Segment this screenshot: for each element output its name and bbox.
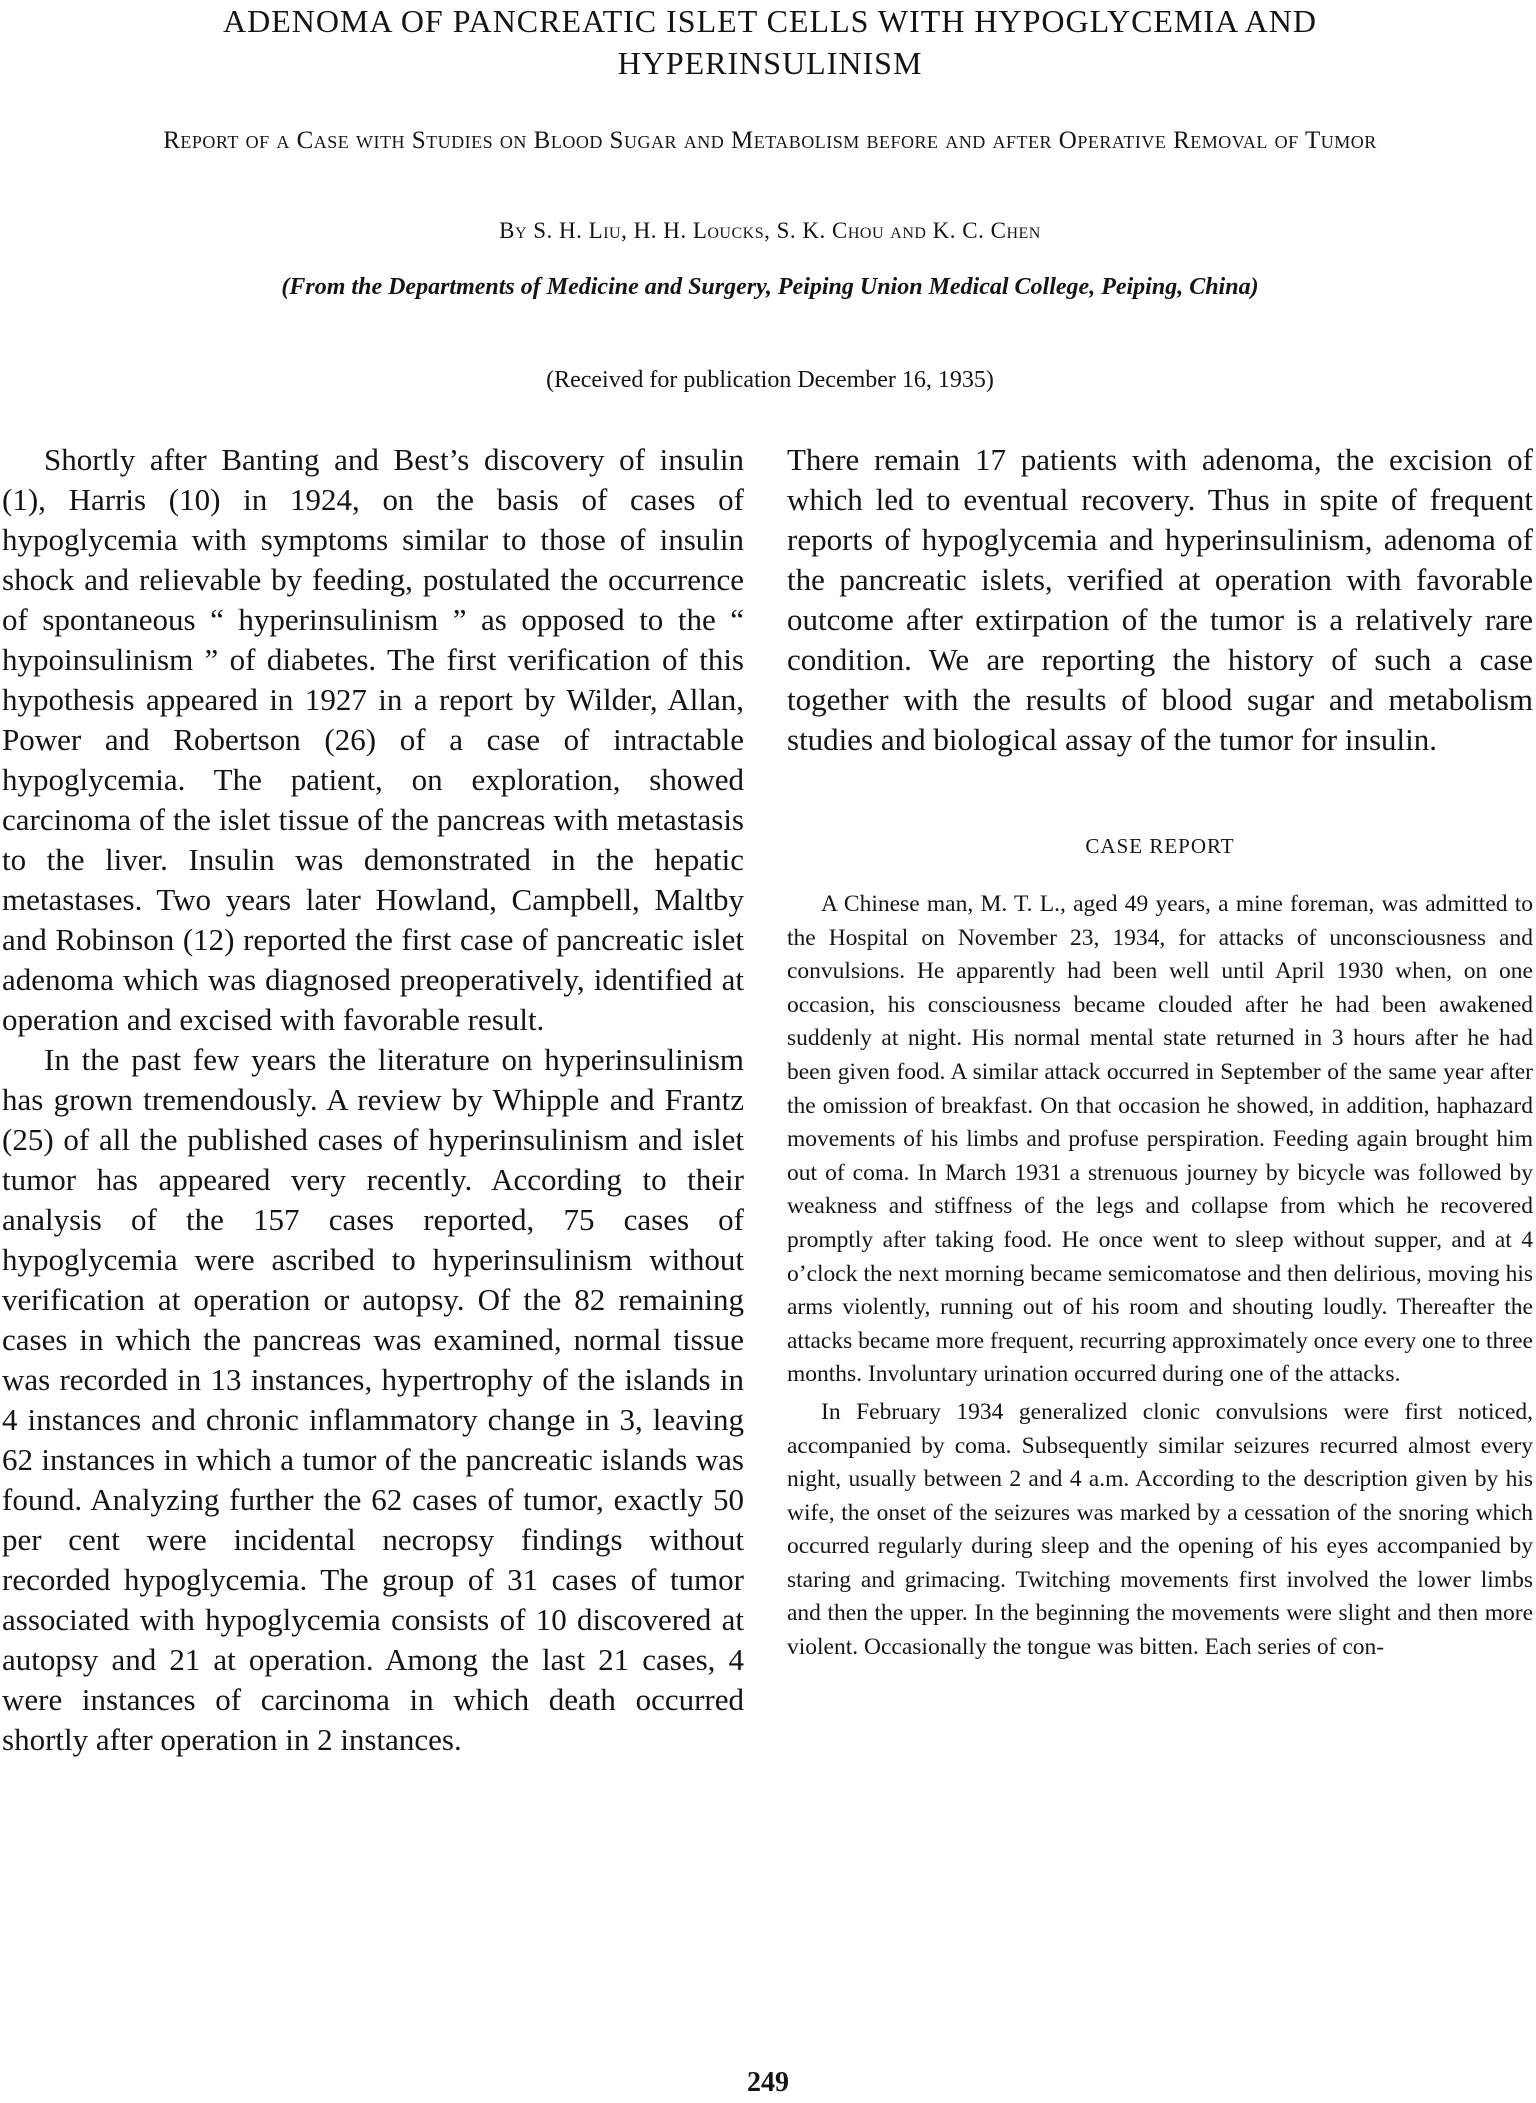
body-paragraph: There remain 17 patients with adenoma, the excision of which led to eventual recovery. Thus in spite of frequent reports of hypoglycemia and hyperinsulinism, adenoma of the pancreatic islets, verified at operation with favorable outcome after extirpation of the tumor is a relatively rare condition. We are reporting the history of such a case together with the results of blood sugar and metabolism studies and biological assay of the tumor for insulin. [787,442,1533,757]
affiliation: (From the Departments of Medicine and Surgery, Peiping Union Medical College, Peiping, China) [281,274,1259,300]
right-column [787,440,1533,1665]
page-number: 249 [747,2067,789,2098]
article-title: ADENOMA OF PANCREATIC ISLET CELLS WITH HYPOGLYCEMIA AND HYPERINSULINISM [223,3,1317,81]
body-paragraph: In the past few years the literature on hyperinsulinism has grown tremendously. A review by Whipple and Frantz (25) of all the published cases of hyperinsulinism and islet tumor has appeared very recently. According to their analysis of the 157 cases reported, 75 cases of hypoglycemia were ascribed to hyperinsulinism without verification at operation or autopsy. Of the 82 remaining cases in which the pancreas was examined, normal tissue was recorded in 13 instances, hypertrophy of the islands in 4 instances and chronic inflammatory change in 3, leaving 62 instances in which a tumor of the pancreatic islands was found. Analyzing further the 62 cases of tumor, exactly 50 per cent were incidental necropsy findings without recorded hypoglycemia. The group of 31 cases of tumor associated with hypoglycemia consists of 10 discovered at autopsy and 21 at operation. Among the last 21 cases, 4 were instances of carcinoma in which death occurred shortly after operation in 2 instances. [2,1042,744,1757]
case-paragraph: A Chinese man, M. T. L., aged 49 years, a mine foreman, was admitted to the Hospital on November 23, 1934, for attacks of unconsciousness and convulsions. He apparently had been well until April 1930 when, on one occasion, his consciousness became clouded after he had been awakened suddenly at night. His normal mental state returned in 3 hours after he had been given food. A similar attack occurred in September of the same year after the omission of breakfast. On that occasion he showed, in addition, haphazard movements of his limbs and profuse perspiration. Feeding again brought him out of coma. In March 1931 a strenuous journey by bicycle was followed by weakness and stiffness of the legs and collapse from which he recovered promptly after taking food. He once went to sleep without supper, and at 4 o’clock the next morning became semicomatose and then delirious, moving his arms violently, running out of his room and shouting loudly. Thereafter the attacks became more frequent, recurring approximately once every one to three months. Involuntary urination occurred during one of the attacks. [787,891,1533,1388]
body-paragraph: Shortly after Banting and Best’s discovery of insulin (1), Harris (10) in 1924, on the basis of cases of hypoglycemia with symptoms similar to those of insulin shock and relievable by feeding, postulated the occurrence of spontaneous “ hyperinsulinism ” as opposed to the “ hypoinsulinism ” of diabetes. The first verification of this hypothesis appeared in 1927 in a report by Wilder, Allan, Power and Robertson (26) of a case of intractable hypoglycemia. The patient, on exploration, showed carcinoma of the islet tissue of the pancreas with metastasis to the liver. Insulin was demonstrated in the hepatic metastases. Two years later Howland, Campbell, Maltby and Robinson (12) reported the first case of pancreatic islet adenoma which was diagnosed preoperatively, identified at operation and excised with favorable result. [2,442,744,1037]
received-date: (Received for publication December 16, 1935) [546,367,994,393]
section-heading-case-report: CASE REPORT [1085,834,1235,858]
case-paragraph: In February 1934 generalized clonic convulsions were first noticed, accompanied by coma. Subsequently similar seizures recurred almost every night, usually between 2 and 4 a.m. According to the description given by his wife, the onset of the seizures was marked by a cessation of the snoring which occurred regularly during sleep and the opening of his eyes accompanied by staring and grimacing. Twitching movements first involved the lower limbs and then the upper. In the beginning the movements were slight and then more violent. Occasionally the tongue was bitten. Each series of con- [787,1398,1533,1661]
article-subtitle: Report of a Case with Studies on Blood Sugar and Metabolism before and after Operative Removal of Tumor [163,127,1377,154]
left-column [2,440,744,1760]
author-line: By S. H. Liu, H. H. Loucks, S. K. Chou and K. C. Chen [499,218,1041,243]
